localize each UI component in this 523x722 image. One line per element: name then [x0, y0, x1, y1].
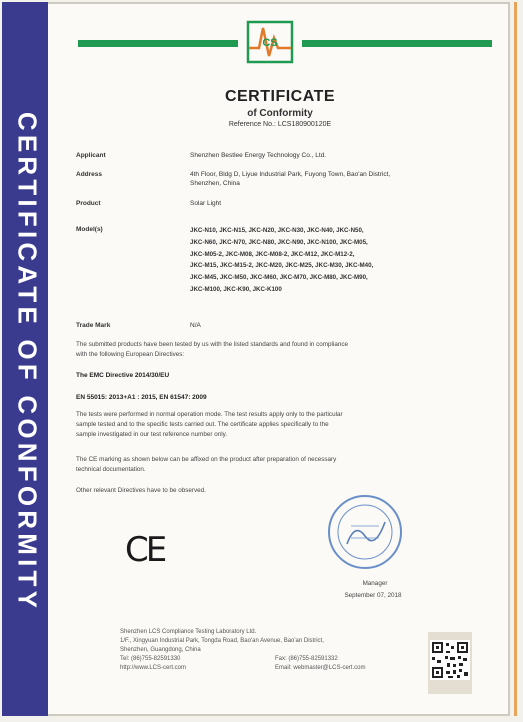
certificate-title: CERTIFICATE: [224, 88, 336, 105]
directive: The EMC Directive 2014/30/EU: [76, 372, 170, 379]
tests-line: sample tested and to the specific tests carried out. The certificate applies specifically to the: [76, 420, 329, 428]
other-directives: Other relevant Directives have to be observed.: [76, 487, 206, 494]
ce-mark: CE: [125, 530, 165, 570]
footer-web: http://www.LCS-cert.com: [120, 665, 187, 671]
intro-line: The submitted products have been tested by us with the listed standards and found in compliance: [76, 341, 348, 348]
product-label: Product: [76, 200, 101, 207]
tests-line: The tests were performed in normal operation mode. The test results apply only to the particular: [76, 411, 343, 418]
reference-number: Reference No.: LCS180900120E: [228, 121, 332, 128]
models-list: [190, 225, 480, 296]
address-label: Address: [76, 171, 103, 178]
footer-tel: Tel: (86)755-82591330: [120, 656, 181, 662]
qr-code-icon: [428, 632, 472, 694]
address-value: 4th Floor, Bldg D, Liyue Industrial Park, Fuyong Town, Bao'an District, Shenzhen, China: [190, 171, 391, 187]
models-line: JKC-N10, JKC-N15, JKC-N20, JKC-N30, JKC-N40, JKC-N50,: [190, 227, 364, 234]
ce-line: The CE marking as shown below can be affixed on the product after preparation of necessary: [76, 456, 337, 463]
page-edge: [514, 2, 517, 716]
issue-date: September 07, 2018: [344, 592, 402, 599]
signatory-title: Manager: [362, 580, 388, 587]
side-band: [2, 2, 48, 716]
standards: EN 55015: 2013+A1 : 2015, EN 61547: 2009: [76, 394, 207, 401]
stamp-seal-icon: [325, 492, 405, 572]
models-line: JKC-M100, JKC-K90, JKC-K100: [190, 285, 282, 293]
applicant-value: Shenzhen Bestlee Energy Technology Co., Ltd.: [190, 152, 327, 159]
product-value: Solar Light: [190, 200, 222, 207]
models-line: JKC-N60, JKC-N70, JKC-N80, JKC-N90, JKC-N100, JKC-M05,: [190, 238, 368, 246]
footer-city: Shenzhen, Guangdong, China: [120, 647, 201, 653]
header-line-right: [302, 40, 492, 47]
applicant-label: Applicant: [76, 152, 106, 159]
tests-line: sample investigated in our test reference number only.: [76, 430, 228, 438]
footer-fax: Fax: (86)755-82591332: [275, 656, 338, 662]
side-title: CERTIFICATE OF CONFORMITY: [12, 111, 43, 613]
svg-text:CS: CS: [262, 37, 278, 49]
models-line: JKC-M45, JKC-M50, JKC-M60, JKC-M70, JKC-M80, JKC-M90,: [190, 274, 368, 282]
footer-company: Shenzhen LCS Compliance Testing Laboratory Ltd.: [120, 629, 257, 635]
ce-line: technical documentation.: [76, 465, 146, 473]
lcs-logo-icon: [245, 20, 295, 64]
footer-address: 1/F., Xingyuan Industrial Park, Tongda Road, Bao'an Avenue, Bao'an District,: [120, 638, 324, 644]
models-line: JKC-M05-2, JKC-M08, JKC-M08-2, JKC-M12, JKC-M12-2,: [190, 250, 355, 258]
intro-paragraph: [76, 340, 481, 360]
footer-email: Email: webmaster@LCS-cert.com: [275, 665, 366, 671]
intro-line: with the following European Directives:: [76, 350, 185, 358]
models-line: JKC-M15, JKC-M15-2, JKC-M20, JKC-M25, JKC-M30, JKC-M40,: [190, 262, 374, 270]
models-label: Model(s): [76, 226, 103, 233]
header-line-left: [78, 40, 238, 47]
certificate-subtitle: of Conformity: [247, 108, 313, 119]
ce-paragraph: [76, 455, 481, 475]
trademark-value: N/A: [190, 322, 201, 329]
tests-paragraph: [76, 410, 481, 439]
trademark-label: Trade Mark: [76, 322, 111, 329]
